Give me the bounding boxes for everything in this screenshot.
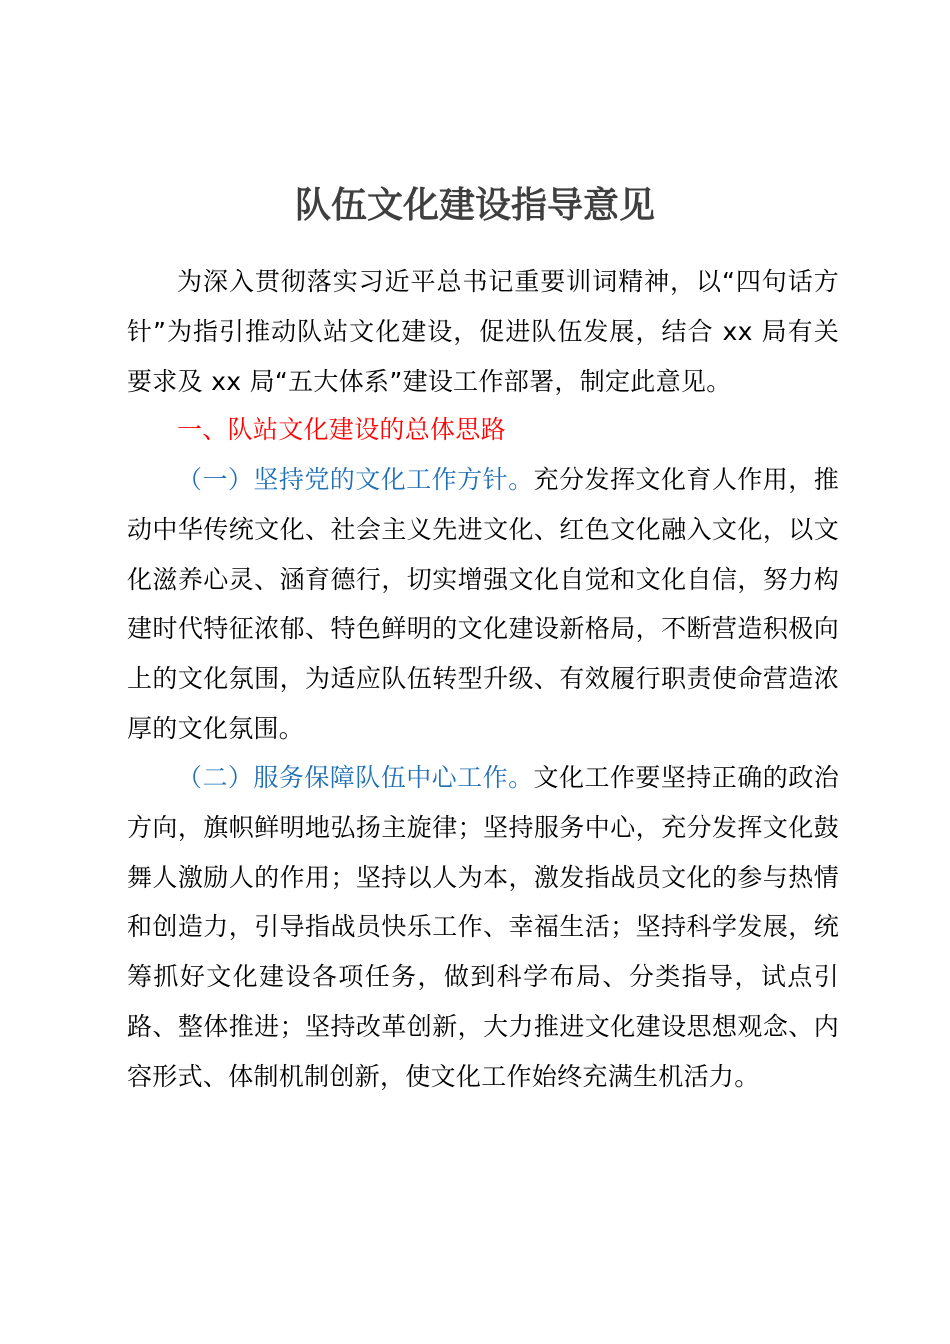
item-lead: （一）坚持党的文化工作方针。 [177, 465, 534, 494]
item-paragraph [127, 455, 839, 754]
item-paragraph [127, 753, 839, 1102]
intro-paragraph: 为深入贯彻落实习近平总书记重要训词精神，以“四句话方针”为指引推动队站文化建设，促进队伍发展，结合 xx 局有关要求及 xx 局“五大体系”建设工作部署，制定此意见。 [127, 267, 839, 396]
document-title: 队伍文化建设指导意见 [294, 185, 655, 226]
item-lead: （二）服务保障队伍中心工作。 [177, 763, 534, 792]
item-body: 充分发挥文化育人作用，推动中华传统文化、社会主义先进文化、红色文化融入文化，以文化滋养心灵、涵育德行，切实增强文化自觉和文化自信，努力构建时代特征浓郁、特色鲜明的文化建设新格局，不断营造积极向上的文化氛围，为适应队伍转型升级、有效履行职责使命营造浓厚的文化氛围。 [127, 465, 839, 743]
section-heading: 一、队站文化建设的总体思路 [177, 415, 506, 444]
item-body: 文化工作要坚持正确的政治方向，旗帜鲜明地弘扬主旋律；坚持服务中心，充分发挥文化鼓舞人激励人的作用；坚持以人为本，激发指战员文化的参与热情和创造力，引导指战员快乐工作、幸福生活；坚持科学发展，统筹抓好文化建设各项任务，做到科学布局、分类指导，试点引路、整体推进；坚持改革创新，大力推进文化建设思想观念、内容形式、体制机制创新，使文化工作始终充满生机活力。 [127, 763, 839, 1091]
